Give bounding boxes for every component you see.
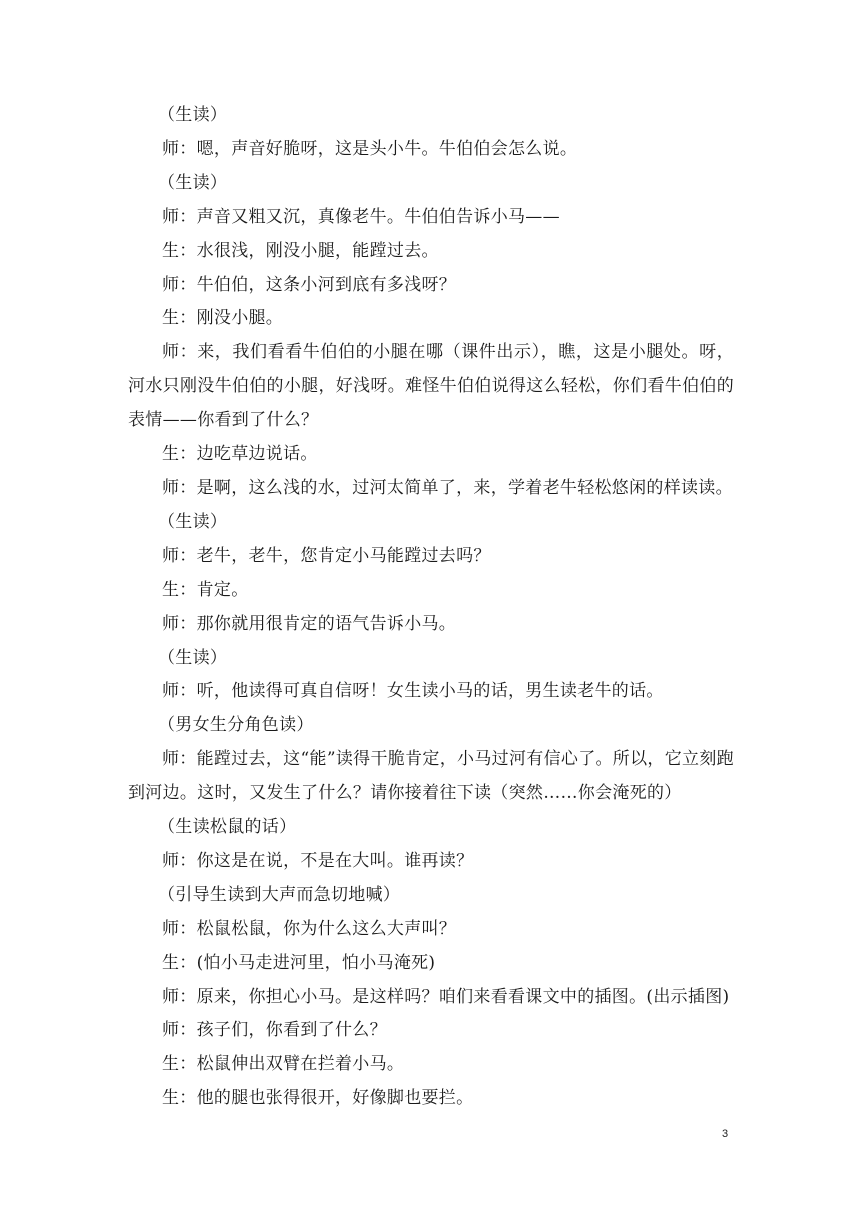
paragraph: 师：能蹚过去，这“能”读得干脆肯定，小马过河有信心了。所以，它立刻跑到河边。这时，又发生了什么？请你接着往下读（突然……你会淹死的） bbox=[128, 749, 734, 804]
paragraph: 生：边吃草边说话。 bbox=[162, 444, 318, 465]
paragraph: 生：他的腿也张得很开，好像脚也要拦。 bbox=[162, 1088, 474, 1109]
document-body bbox=[128, 99, 734, 1116]
paragraph: 生：(怕小马走进河里，怕小马淹死) bbox=[162, 952, 436, 973]
paragraph: （男女生分角色读） bbox=[158, 715, 314, 736]
paragraph: 师：牛伯伯，这条小河到底有多浅呀？ bbox=[162, 274, 457, 295]
paragraph: 师：声音又粗又沉，真像老牛。牛伯伯告诉小马—— bbox=[162, 206, 560, 227]
paragraph: 师：原来，你担心小马。是这样吗？咱们来看看课文中的插图。(出示插图) bbox=[162, 986, 730, 1007]
paragraph: 生：刚没小腿。 bbox=[162, 308, 284, 329]
paragraph: （生读） bbox=[158, 511, 228, 532]
paragraph: 师：嗯，声音好脆呀，这是头小牛。牛伯伯会怎么说。 bbox=[162, 138, 578, 159]
paragraph: 师：老牛，老牛，您肯定小马能蹚过去吗？ bbox=[162, 545, 491, 566]
paragraph: （生读） bbox=[158, 105, 228, 125]
paragraph: 师：是啊，这么浅的水，过河太简单了，来，学着老牛轻松悠闲的样读读。 bbox=[162, 477, 733, 498]
paragraph: 生：肯定。 bbox=[162, 579, 249, 600]
paragraph: （生读） bbox=[158, 172, 228, 193]
paragraph: 生：松鼠伸出双臂在拦着小马。 bbox=[162, 1054, 405, 1075]
paragraph: 师：那你就用很肯定的语气告诉小马。 bbox=[162, 613, 457, 634]
paragraph: 生：水很浅，刚没小腿，能蹚过去。 bbox=[162, 240, 439, 261]
paragraph: 师：听，他读得可真自信呀！女生读小马的话，男生读老牛的话。 bbox=[162, 681, 664, 702]
paragraph: 师：孩子们，你看到了什么？ bbox=[162, 1020, 387, 1041]
paragraph: （生读） bbox=[158, 647, 228, 668]
page-number: 3 bbox=[722, 1128, 729, 1140]
paragraph: 师：来，我们看看牛伯伯的小腿在哪（课件出示），瞧，这是小腿处。呀，河水只刚没牛伯伯的小腿，好浅呀。难怪牛伯伯说得这么轻松，你们看牛伯伯的表情——你看到了什么？ bbox=[128, 342, 734, 431]
paragraph: （引导生读到大声而急切地喊） bbox=[158, 884, 401, 905]
paragraph: 师：你这是在说，不是在大叫。谁再读？ bbox=[162, 850, 474, 871]
paragraph: （生读松鼠的话） bbox=[158, 817, 297, 838]
paragraph: 师：松鼠松鼠，你为什么这么大声叫？ bbox=[162, 918, 457, 939]
